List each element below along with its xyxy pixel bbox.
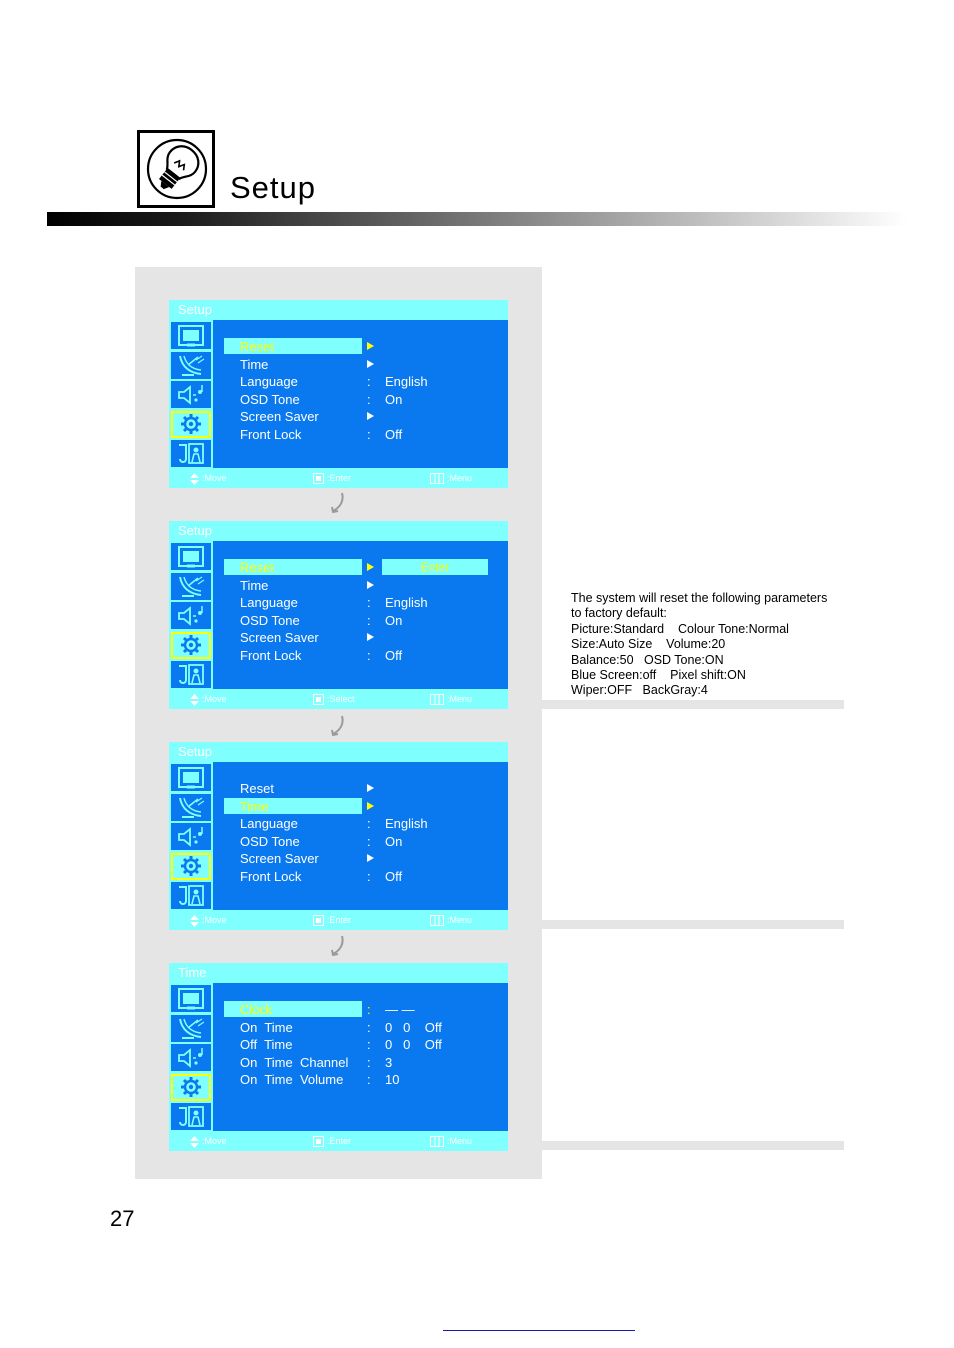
menu-item-label: Time	[240, 799, 269, 814]
submenu-arrow-icon	[367, 633, 374, 641]
menu-item-value: On	[385, 613, 403, 628]
osd-menu-item[interactable]	[169, 1054, 508, 1071]
menu-item-value: Off	[385, 869, 403, 884]
footer-move-label: :Move	[202, 1136, 227, 1146]
picture-icon[interactable]	[171, 543, 211, 570]
footer-menu-label: :Menu	[447, 915, 473, 925]
speaker-icon[interactable]	[171, 1044, 211, 1071]
flow-arrow-icon	[330, 715, 346, 737]
menu-item-label: Reset	[240, 560, 274, 575]
osd-menu-item[interactable]	[169, 612, 508, 629]
footer-action-label: :Enter	[327, 473, 352, 483]
footer-move	[190, 1131, 227, 1151]
footer-menu	[430, 1131, 472, 1151]
osd-screen-setup-reset	[169, 300, 508, 488]
osd-menu-item[interactable]	[169, 426, 508, 443]
gear-icon[interactable]	[171, 1074, 211, 1101]
person-board-icon[interactable]	[171, 440, 211, 467]
separator: :	[367, 392, 371, 407]
reset-note-line: Picture:Standard Colour Tone:Normal	[571, 621, 789, 636]
osd-category-sidebar	[169, 541, 213, 689]
menu-item-label: Reset	[240, 339, 274, 354]
osd-menu-item[interactable]	[169, 373, 508, 390]
satellite-dish-icon[interactable]	[171, 352, 211, 379]
submenu-arrow-icon	[367, 802, 374, 810]
footer-menu-label: :Menu	[447, 1136, 473, 1146]
footer-action	[313, 468, 351, 488]
footer-link-underline	[443, 1330, 635, 1331]
menu-item-label: Time	[240, 357, 269, 372]
person-board-icon[interactable]	[171, 1103, 211, 1130]
enter-button[interactable]: Enter	[382, 559, 488, 575]
osd-screen-setup-reset-enter	[169, 521, 508, 709]
menu-item-label: Off Time	[240, 1037, 293, 1052]
menu-item-value: 0 0 Off	[385, 1037, 442, 1052]
separator: :	[367, 1002, 371, 1017]
speaker-icon[interactable]	[171, 602, 211, 629]
footer-menu	[430, 910, 472, 930]
menu-item-label: OSD Tone	[240, 392, 300, 407]
footer-action-label: :Enter	[327, 1136, 352, 1146]
osd-menu-item[interactable]	[169, 833, 508, 850]
osd-title: Setup	[169, 300, 508, 320]
separator: :	[367, 869, 371, 884]
speaker-icon[interactable]	[171, 381, 211, 408]
submenu-arrow-icon	[367, 581, 374, 589]
footer-move	[190, 689, 227, 709]
osd-menu-item[interactable]	[169, 815, 508, 832]
lightbulb-icon	[137, 130, 215, 208]
picture-icon[interactable]	[171, 764, 211, 791]
picture-icon[interactable]	[171, 322, 211, 349]
separator: :	[367, 1037, 371, 1052]
menu-item-label: On Time Volume	[240, 1072, 344, 1087]
speaker-icon[interactable]	[171, 823, 211, 850]
submenu-arrow-icon	[367, 784, 374, 792]
footer-action-label: :Select	[327, 694, 355, 704]
menu-item-label: Clock	[240, 1002, 273, 1017]
osd-menu-item[interactable]	[169, 798, 508, 815]
footer-action	[313, 1131, 351, 1151]
footer-move-label: :Move	[202, 473, 227, 483]
osd-category-sidebar	[169, 983, 213, 1131]
picture-icon[interactable]	[171, 985, 211, 1012]
gear-icon[interactable]	[171, 632, 211, 659]
osd-category-sidebar	[169, 762, 213, 910]
reset-note-line: to factory default:	[571, 606, 667, 621]
footer-move	[190, 910, 227, 930]
osd-menu-item[interactable]	[169, 850, 508, 867]
osd-footer	[169, 468, 508, 488]
osd-menu-item[interactable]	[169, 1036, 508, 1053]
separator: :	[367, 1072, 371, 1087]
menu-item-label: OSD Tone	[240, 613, 300, 628]
osd-title: Time	[169, 963, 508, 983]
menu-item-value: 10	[385, 1072, 400, 1087]
osd-menu-body	[169, 983, 508, 1131]
divider-bar	[542, 1141, 844, 1150]
osd-menu-item[interactable]	[169, 647, 508, 664]
menu-item-value: Off	[385, 648, 403, 663]
osd-menu-item[interactable]	[169, 629, 508, 646]
osd-menu-item[interactable]	[169, 780, 508, 797]
osd-menu-body	[169, 320, 508, 468]
osd-menu-item[interactable]	[169, 408, 508, 425]
menu-item-value: 0 0 Off	[385, 1020, 442, 1035]
flow-arrow-icon	[330, 935, 346, 957]
separator: :	[367, 374, 371, 389]
menu-item-label: Language	[240, 816, 298, 831]
footer-menu	[430, 468, 472, 488]
menu-item-value: Off	[385, 427, 403, 442]
person-board-icon[interactable]	[171, 661, 211, 688]
divider-bar	[542, 920, 844, 929]
reset-note	[571, 591, 861, 699]
separator: :	[367, 427, 371, 442]
osd-screen-setup-time	[169, 742, 508, 930]
footer-move-label: :Move	[202, 915, 227, 925]
submenu-arrow-icon	[367, 854, 374, 862]
menu-item-label: Language	[240, 595, 298, 610]
menu-item-label: Screen Saver	[240, 630, 319, 645]
osd-menu-item[interactable]	[169, 594, 508, 611]
footer-move	[190, 468, 227, 488]
gear-icon[interactable]	[171, 411, 211, 438]
separator: :	[367, 1055, 371, 1070]
menu-item-value: English	[385, 595, 428, 610]
menu-item-label: Front Lock	[240, 427, 302, 442]
osd-menu-item[interactable]	[169, 391, 508, 408]
submenu-arrow-icon	[367, 563, 374, 571]
reset-note-line: Balance:50 OSD Tone:ON	[571, 652, 724, 667]
satellite-dish-icon[interactable]	[171, 1015, 211, 1042]
submenu-arrow-icon	[367, 342, 374, 350]
page-number: 27	[110, 1206, 135, 1231]
osd-footer	[169, 910, 508, 930]
satellite-dish-icon[interactable]	[171, 573, 211, 600]
menu-item-value: On	[385, 392, 403, 407]
title-rule	[47, 212, 907, 226]
footer-menu	[430, 689, 472, 709]
flow-arrow-icon	[330, 492, 346, 514]
menu-item-value: On	[385, 834, 403, 849]
person-board-icon[interactable]	[171, 882, 211, 909]
osd-title: Setup	[169, 742, 508, 762]
gear-icon[interactable]	[171, 853, 211, 880]
reset-note-line: Size:Auto Size Volume:20	[571, 637, 726, 652]
osd-footer	[169, 689, 508, 709]
menu-item-label: Reset	[240, 781, 274, 796]
footer-move-label: :Move	[202, 694, 227, 704]
separator: :	[367, 1020, 371, 1035]
osd-menu-item[interactable]	[169, 1019, 508, 1036]
menu-item-label: Front Lock	[240, 648, 302, 663]
footer-action	[313, 689, 355, 709]
reset-note-line: Wiper:OFF BackGray:4	[571, 683, 708, 698]
satellite-dish-icon[interactable]	[171, 794, 211, 821]
submenu-arrow-icon	[367, 412, 374, 420]
menu-item-label: OSD Tone	[240, 834, 300, 849]
footer-menu-label: :Menu	[447, 473, 473, 483]
osd-footer	[169, 1131, 508, 1151]
osd-menu-item[interactable]	[169, 1001, 508, 1018]
menu-item-label: On Time Channel	[240, 1055, 349, 1070]
menu-item-value: — —	[385, 1002, 415, 1017]
osd-title: Setup	[169, 521, 508, 541]
separator: :	[367, 648, 371, 663]
osd-menu-item[interactable]	[169, 559, 508, 576]
osd-menu-item[interactable]	[169, 356, 508, 373]
menu-item-label: Language	[240, 374, 298, 389]
osd-menu-item[interactable]	[169, 577, 508, 594]
osd-menu-item[interactable]	[169, 868, 508, 885]
reset-note-line: The system will reset the following parameters	[571, 591, 828, 605]
osd-category-sidebar	[169, 320, 213, 468]
submenu-arrow-icon	[367, 360, 374, 368]
menu-item-label: Time	[240, 578, 269, 593]
menu-item-label: Screen Saver	[240, 409, 319, 424]
footer-action-label: :Enter	[327, 915, 352, 925]
menu-item-label: On Time	[240, 1020, 293, 1035]
separator: :	[367, 816, 371, 831]
footer-action	[313, 910, 351, 930]
osd-menu-item[interactable]	[169, 338, 508, 355]
reset-note-line: Blue Screen:off Pixel shift:ON	[571, 668, 746, 683]
osd-menu-body	[169, 762, 508, 910]
separator: :	[367, 613, 371, 628]
divider-bar	[542, 700, 844, 709]
menu-item-value: English	[385, 374, 428, 389]
menu-item-label: Front Lock	[240, 869, 302, 884]
osd-screen-time	[169, 963, 508, 1151]
osd-menu-item[interactable]	[169, 1071, 508, 1088]
menu-item-value: 3	[385, 1055, 393, 1070]
separator: :	[367, 834, 371, 849]
page-title: Setup	[230, 170, 317, 205]
separator: :	[367, 595, 371, 610]
footer-menu-label: :Menu	[447, 694, 473, 704]
menu-item-label: Screen Saver	[240, 851, 319, 866]
menu-item-value: English	[385, 816, 428, 831]
osd-menu-body	[169, 541, 508, 689]
